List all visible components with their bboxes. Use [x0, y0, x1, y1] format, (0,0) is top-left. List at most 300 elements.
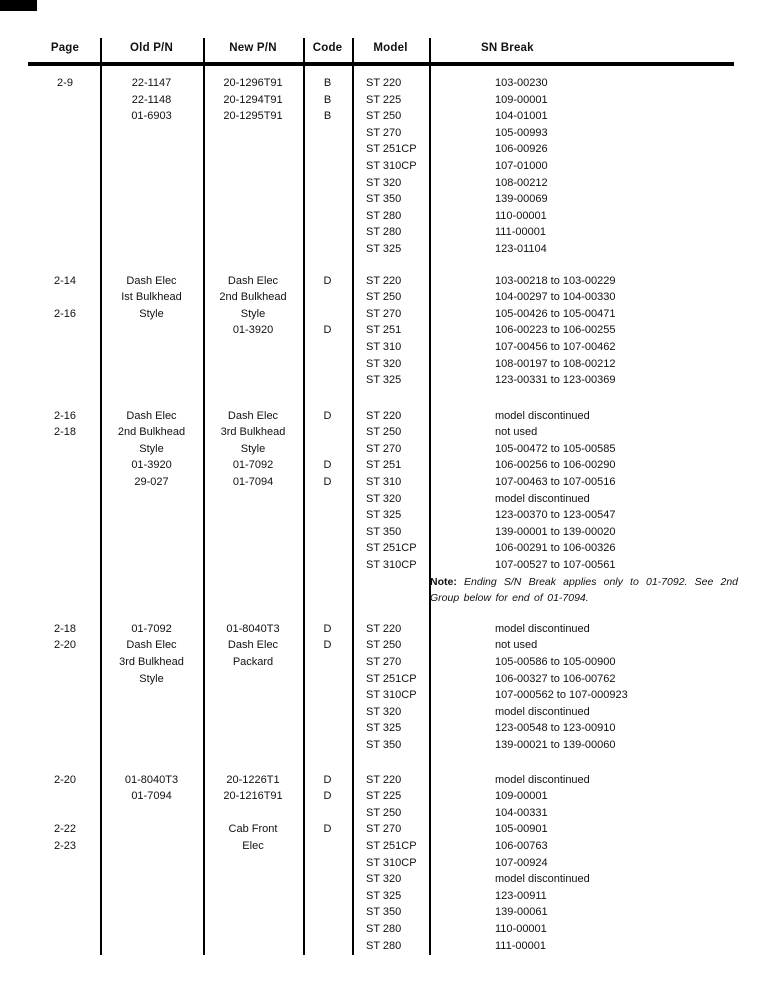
sn-break-cell: 104-00331	[495, 806, 548, 819]
old-pn-cell: Dash Elec	[126, 274, 177, 287]
model-cell: ST 280	[366, 939, 402, 952]
code-cell: D	[323, 274, 332, 287]
model-cell: ST 280	[366, 226, 402, 239]
column-header-model: Model	[373, 42, 408, 54]
sn-break-cell: 107-000562 to 107-000923	[495, 689, 628, 702]
new-pn-cell	[203, 904, 303, 921]
row-group	[0, 621, 772, 754]
page-cell: 2-18	[53, 622, 77, 635]
page-cell	[30, 125, 100, 142]
page-cell: 2-16	[53, 307, 77, 320]
page-cell	[30, 457, 100, 474]
new-pn-cell	[203, 372, 303, 389]
model-cell: ST 250	[366, 426, 402, 439]
old-pn-cell	[100, 507, 203, 524]
page-cell	[30, 720, 100, 737]
sn-break-cell: model discontinued	[495, 705, 590, 718]
model-cell: ST 310CP	[366, 689, 417, 702]
old-pn-cell: 01-8040T3	[124, 773, 179, 786]
sn-break-cell: 108-00212	[495, 176, 548, 189]
old-pn-cell	[100, 737, 203, 754]
model-cell: ST 270	[366, 307, 402, 320]
code-cell	[303, 654, 352, 671]
table-row	[30, 557, 772, 574]
old-pn-cell: Ist Bulkhead	[121, 291, 182, 304]
sn-break-cell: 107-00456 to 107-00462	[495, 340, 616, 353]
sn-break-cell: 105-00993	[495, 126, 548, 139]
code-cell	[303, 888, 352, 905]
code-cell	[303, 904, 352, 921]
old-pn-cell	[100, 855, 203, 872]
model-cell: ST 220	[366, 274, 402, 287]
page-cell	[30, 855, 100, 872]
new-pn-cell: 01-8040T3	[226, 622, 280, 635]
note-text: Ending S/N Break applies only to 01-7092. See 2nd Group below for end of 01-7094.	[430, 575, 738, 605]
sn-break-note	[430, 574, 738, 607]
table-row	[30, 372, 772, 389]
page-cell	[30, 356, 100, 373]
table-row	[30, 904, 772, 921]
code-cell	[303, 339, 352, 356]
old-pn-cell: Style	[139, 307, 164, 320]
new-pn-cell	[203, 737, 303, 754]
sn-break-cell: model discontinued	[495, 622, 590, 635]
model-cell: ST 320	[366, 492, 402, 505]
table-row	[30, 524, 772, 541]
page-cell	[30, 540, 100, 557]
sn-break-cell: 103-00218 to 103-00229	[495, 274, 616, 287]
old-pn-cell: 01-7094	[131, 790, 172, 803]
code-cell	[303, 158, 352, 175]
code-cell: D	[323, 622, 332, 635]
old-pn-cell	[100, 158, 203, 175]
old-pn-cell: 2nd Bulkhead	[117, 426, 186, 439]
sn-break-cell: 106-00763	[495, 839, 548, 852]
page-cell	[30, 737, 100, 754]
table-row	[30, 141, 772, 158]
table-row	[30, 921, 772, 938]
page-cell	[30, 224, 100, 241]
table-body	[0, 75, 772, 954]
sn-break-cell: 139-00061	[495, 906, 548, 919]
sn-break-cell: 108-00197 to 108-00212	[495, 357, 616, 370]
model-cell: ST 350	[366, 906, 402, 919]
code-cell	[303, 687, 352, 704]
old-pn-cell	[100, 921, 203, 938]
new-pn-cell: Style	[240, 307, 266, 320]
page-cell	[30, 507, 100, 524]
old-pn-cell: Style	[139, 442, 164, 455]
table-header	[30, 42, 772, 54]
new-pn-cell: 20-1226T1	[226, 773, 280, 786]
old-pn-cell	[100, 557, 203, 574]
model-cell: ST 280	[366, 209, 402, 222]
page-cell	[30, 491, 100, 508]
page-cell	[30, 339, 100, 356]
column-header-sn-break: SN Break	[481, 42, 534, 54]
table-row	[30, 125, 772, 142]
model-cell: ST 325	[366, 509, 402, 522]
new-pn-cell	[203, 805, 303, 822]
old-pn-cell	[100, 191, 203, 208]
new-pn-cell	[203, 507, 303, 524]
old-pn-cell: Dash Elec	[126, 409, 177, 422]
table-row	[30, 208, 772, 225]
table-row	[30, 92, 772, 109]
old-pn-cell: Dash Elec	[126, 639, 177, 652]
old-pn-cell: 01-6903	[131, 110, 172, 123]
code-cell: D	[323, 476, 332, 489]
table-row	[30, 704, 772, 721]
sn-break-cell: 103-00230	[495, 77, 548, 89]
page-cell: 2-22	[53, 823, 77, 836]
code-cell	[303, 938, 352, 955]
table-row	[30, 424, 772, 441]
table-row	[30, 241, 772, 258]
page-cell	[30, 704, 100, 721]
table-row	[30, 821, 772, 838]
new-pn-cell	[203, 125, 303, 142]
code-cell	[303, 491, 352, 508]
model-cell: ST 270	[366, 442, 402, 455]
new-pn-cell: 20-1216T91	[223, 790, 283, 803]
old-pn-cell	[100, 821, 203, 838]
table-row	[30, 687, 772, 704]
old-pn-cell	[100, 888, 203, 905]
code-cell: B	[323, 93, 332, 106]
code-cell	[303, 720, 352, 737]
page-cell	[30, 191, 100, 208]
new-pn-cell: 2nd Bulkhead	[219, 291, 287, 304]
model-cell: ST 310CP	[366, 159, 417, 172]
sn-break-cell: model discontinued	[495, 773, 590, 786]
old-pn-cell	[100, 339, 203, 356]
old-pn-cell: 01-3920	[131, 459, 172, 472]
sn-break-cell: 139-00069	[495, 193, 548, 206]
sn-break-cell: 109-00001	[495, 790, 548, 803]
code-cell	[303, 737, 352, 754]
old-pn-cell: 22-1148	[131, 93, 172, 106]
model-cell: ST 310CP	[366, 856, 417, 869]
new-pn-cell	[203, 356, 303, 373]
page-cell	[30, 921, 100, 938]
sn-break-cell: 111-00001	[495, 226, 546, 239]
new-pn-cell	[203, 855, 303, 872]
code-cell: D	[323, 409, 332, 422]
table-row	[30, 938, 772, 955]
page-cell: 2-23	[53, 839, 77, 852]
page-cell: 2-20	[53, 639, 77, 652]
new-pn-cell	[203, 524, 303, 541]
page-cell	[30, 208, 100, 225]
sn-break-cell: 107-00463 to 107-00516	[495, 476, 616, 489]
table-row	[30, 75, 772, 92]
sn-break-cell: 123-00331 to 123-00369	[495, 374, 616, 387]
row-group	[0, 408, 772, 607]
old-pn-cell	[100, 356, 203, 373]
sn-break-cell: 106-00223 to 106-00255	[495, 324, 616, 337]
sn-break-cell: not used	[495, 426, 538, 439]
code-cell	[303, 356, 352, 373]
page-cell: 2-16	[53, 409, 77, 422]
new-pn-cell: Dash Elec	[227, 409, 279, 422]
sn-break-cell: 123-00911	[495, 889, 547, 902]
model-cell: ST 320	[366, 873, 402, 886]
table-row	[30, 805, 772, 822]
old-pn-cell	[100, 540, 203, 557]
table-row	[30, 339, 772, 356]
sn-break-cell: 107-01000	[495, 159, 548, 172]
old-pn-cell	[100, 871, 203, 888]
page-cell	[30, 671, 100, 688]
table-row	[30, 322, 772, 339]
new-pn-cell: 01-7094	[232, 476, 274, 489]
column-header-new-pn: New P/N	[229, 42, 277, 54]
column-header-old-pn: Old P/N	[130, 42, 173, 54]
code-cell	[303, 191, 352, 208]
old-pn-cell	[100, 141, 203, 158]
code-cell	[303, 507, 352, 524]
code-cell	[303, 704, 352, 721]
new-pn-cell	[203, 720, 303, 737]
scan-artifact-mark	[0, 0, 37, 11]
new-pn-cell	[203, 224, 303, 241]
model-cell: ST 251	[366, 324, 402, 337]
new-pn-cell: 20-1296T91	[223, 77, 283, 89]
old-pn-cell: 3rd Bulkhead	[119, 656, 184, 668]
new-pn-cell	[203, 491, 303, 508]
model-cell: ST 310	[366, 476, 402, 489]
column-header-code: Code	[312, 42, 343, 54]
code-cell	[303, 224, 352, 241]
code-cell: D	[323, 324, 332, 337]
code-cell: D	[323, 823, 332, 836]
sn-break-cell: 105-00901	[495, 823, 548, 836]
sn-break-cell: 139-00021 to 139-00060	[495, 738, 616, 751]
table-row	[30, 654, 772, 671]
sn-break-cell: model discontinued	[495, 873, 590, 886]
page-cell	[30, 687, 100, 704]
page-cell	[30, 654, 100, 671]
code-cell: B	[323, 110, 332, 123]
old-pn-cell	[100, 224, 203, 241]
old-pn-cell	[100, 372, 203, 389]
new-pn-cell: 3rd Bulkhead	[220, 426, 286, 439]
page-cell	[30, 805, 100, 822]
row-group	[0, 273, 772, 389]
table-row	[30, 737, 772, 754]
new-pn-cell	[203, 241, 303, 258]
page-cell	[30, 441, 100, 458]
old-pn-cell	[100, 241, 203, 258]
table-row	[30, 273, 772, 290]
new-pn-cell	[203, 175, 303, 192]
new-pn-cell	[203, 141, 303, 158]
table-row	[30, 671, 772, 688]
sn-break-cell: 123-01104	[495, 242, 547, 255]
table-row	[30, 838, 772, 855]
table-row	[30, 408, 772, 425]
new-pn-cell	[203, 191, 303, 208]
page-cell	[30, 474, 100, 491]
code-cell	[303, 424, 352, 441]
model-cell: ST 350	[366, 193, 402, 206]
new-pn-cell	[203, 888, 303, 905]
old-pn-cell: Style	[139, 672, 164, 685]
page-cell	[30, 289, 100, 306]
page-cell: 2-9	[57, 77, 73, 89]
sn-break-cell: 104-01001	[495, 110, 548, 123]
page-cell	[30, 904, 100, 921]
sn-break-cell: 123-00370 to 123-00547	[495, 509, 616, 522]
new-pn-cell	[203, 671, 303, 688]
model-cell: ST 320	[366, 357, 402, 370]
model-cell: ST 250	[366, 291, 402, 304]
page-cell	[30, 788, 100, 805]
table-row	[30, 720, 772, 737]
sn-break-cell: 123-00548 to 123-00910	[495, 722, 616, 735]
old-pn-cell	[100, 838, 203, 855]
new-pn-cell	[203, 938, 303, 955]
model-cell: ST 250	[366, 110, 402, 123]
code-cell	[303, 441, 352, 458]
code-cell: D	[323, 639, 332, 652]
page-cell	[30, 557, 100, 574]
model-cell: ST 270	[366, 823, 402, 836]
old-pn-cell: 29-027	[134, 476, 169, 489]
note-label: Note:	[430, 575, 457, 588]
model-cell: ST 280	[366, 922, 402, 935]
sn-break-cell: 105-00472 to 105-00585	[495, 442, 616, 455]
row-group	[0, 772, 772, 955]
old-pn-cell	[100, 322, 203, 339]
model-cell: ST 270	[366, 656, 402, 668]
sn-break-cell: model discontinued	[495, 492, 590, 505]
code-cell	[303, 540, 352, 557]
page-cell	[30, 372, 100, 389]
page-cell	[30, 92, 100, 109]
code-cell	[303, 241, 352, 258]
old-pn-cell	[100, 524, 203, 541]
table-row	[30, 108, 772, 125]
code-cell	[303, 805, 352, 822]
code-cell	[303, 208, 352, 225]
table-row	[30, 637, 772, 654]
table-row	[30, 621, 772, 638]
code-cell	[303, 306, 352, 323]
table-row	[30, 224, 772, 241]
table-row	[30, 871, 772, 888]
code-cell	[303, 671, 352, 688]
table-row	[30, 855, 772, 872]
sn-break-cell: 106-00256 to 106-00290	[495, 459, 616, 472]
sn-break-cell: 107-00924	[495, 856, 548, 869]
table-row	[30, 788, 772, 805]
old-pn-cell: 01-7092	[131, 622, 172, 635]
page-cell: 2-14	[53, 274, 77, 287]
code-cell	[303, 557, 352, 574]
page-cell	[30, 888, 100, 905]
sn-break-cell: not used	[495, 639, 538, 652]
page-cell	[30, 871, 100, 888]
new-pn-cell: Packard	[232, 656, 274, 668]
code-cell	[303, 838, 352, 855]
model-cell: ST 325	[366, 374, 402, 387]
model-cell: ST 220	[366, 409, 402, 422]
code-cell: D	[323, 459, 332, 472]
model-cell: ST 350	[366, 525, 402, 538]
new-pn-cell: Elec	[242, 839, 264, 852]
table-row	[30, 474, 772, 491]
new-pn-cell: 01-7092	[232, 459, 274, 472]
sn-break-cell: 106-00327 to 106-00762	[495, 672, 616, 685]
new-pn-cell: Dash Elec	[227, 639, 279, 652]
model-cell: ST 251CP	[366, 839, 417, 852]
table-row	[30, 457, 772, 474]
page-cell	[30, 175, 100, 192]
code-cell: B	[323, 77, 332, 89]
code-cell	[303, 141, 352, 158]
table-row	[30, 491, 772, 508]
table-row	[30, 772, 772, 789]
new-pn-cell	[203, 339, 303, 356]
table-row	[30, 540, 772, 557]
new-pn-cell: Cab Front	[228, 823, 278, 836]
new-pn-cell: Style	[240, 442, 266, 455]
old-pn-cell	[100, 491, 203, 508]
code-cell	[303, 524, 352, 541]
sn-break-cell: 110-00001	[495, 922, 547, 935]
sn-break-cell: model discontinued	[495, 409, 590, 422]
old-pn-cell	[100, 208, 203, 225]
table-row	[30, 356, 772, 373]
table-row	[30, 289, 772, 306]
old-pn-cell	[100, 687, 203, 704]
new-pn-cell	[203, 704, 303, 721]
sn-break-cell: 105-00426 to 105-00471	[495, 307, 616, 320]
sn-break-cell: 106-00926	[495, 143, 548, 156]
model-cell: ST 220	[366, 773, 402, 786]
old-pn-cell	[100, 175, 203, 192]
old-pn-cell	[100, 805, 203, 822]
model-cell: ST 250	[366, 639, 402, 652]
page-cell	[30, 158, 100, 175]
new-pn-cell	[203, 687, 303, 704]
model-cell: ST 325	[366, 889, 402, 902]
sn-break-cell: 105-00586 to 105-00900	[495, 656, 616, 668]
code-cell	[303, 871, 352, 888]
code-cell	[303, 125, 352, 142]
code-cell	[303, 289, 352, 306]
new-pn-cell	[203, 208, 303, 225]
model-cell: ST 220	[366, 77, 402, 89]
model-cell: ST 310CP	[366, 559, 417, 572]
sn-break-cell: 107-00527 to 107-00561	[495, 559, 616, 572]
table-row	[30, 306, 772, 323]
page-cell	[30, 241, 100, 258]
model-cell: ST 225	[366, 790, 402, 803]
model-cell: ST 251CP	[366, 542, 417, 555]
new-pn-cell	[203, 540, 303, 557]
model-cell: ST 250	[366, 806, 402, 819]
model-cell: ST 251CP	[366, 672, 417, 685]
new-pn-cell: 20-1294T91	[223, 93, 283, 106]
old-pn-cell	[100, 904, 203, 921]
new-pn-cell: 01-3920	[232, 324, 274, 337]
model-cell: ST 225	[366, 93, 402, 106]
table-row	[30, 507, 772, 524]
code-cell	[303, 175, 352, 192]
